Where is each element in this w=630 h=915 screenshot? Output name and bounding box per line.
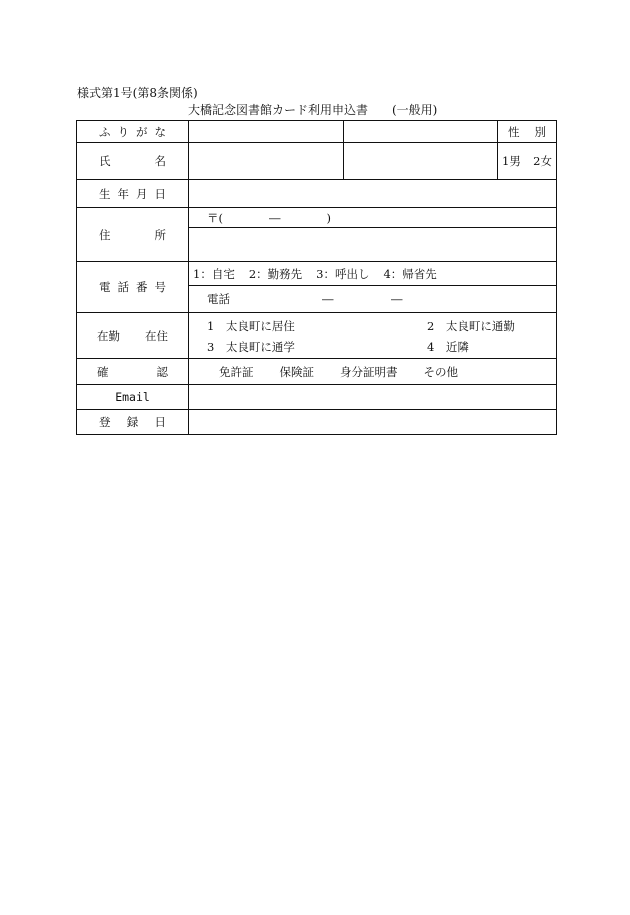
row-birthdate (77, 180, 557, 208)
residency-option-2[interactable]: 2 太良町に通勤 (427, 319, 515, 333)
phone-field[interactable] (189, 262, 557, 313)
gender-options[interactable] (498, 143, 557, 180)
birthdate-field[interactable] (189, 180, 557, 208)
phone-type-hometown[interactable]: 4：帰省先 (383, 266, 437, 281)
gender-option-female[interactable]: 2女 (533, 154, 552, 168)
furigana-field-2[interactable] (344, 121, 498, 143)
label-phone: 電 話 番 号 (77, 262, 189, 313)
form-number: 様式第1号(第8条関係) (77, 86, 198, 100)
address-line[interactable] (189, 228, 556, 261)
name-field-2[interactable] (344, 143, 498, 180)
row-confirm (77, 359, 557, 385)
doc-insurance[interactable]: 保険証 (279, 364, 314, 379)
label-name: 氏 名 (77, 143, 189, 180)
label-email: Email (77, 385, 189, 410)
email-field[interactable] (189, 385, 557, 410)
phone-type-home[interactable]: 1：自宅 (193, 266, 235, 281)
row-phone (77, 262, 557, 313)
form-title: 大橋記念図書館カード利用申込書 (一般用) (188, 103, 438, 117)
row-registered (77, 410, 557, 435)
gender-option-male[interactable]: 1男 (502, 154, 521, 168)
application-form-table (76, 120, 557, 435)
confirm-doc-options[interactable] (189, 359, 557, 385)
label-gender: 性 別 (498, 121, 557, 143)
row-name (77, 143, 557, 180)
label-birthdate: 生 年 月 日 (77, 180, 189, 208)
furigana-field-1[interactable] (189, 121, 344, 143)
residency-option-3[interactable]: 3 太良町に通学 (207, 340, 295, 354)
label-confirm: 確 認 (77, 359, 189, 385)
row-address (77, 208, 557, 262)
postal-code-line[interactable]: 〒( ― ) (207, 210, 331, 225)
phone-type-options[interactable] (189, 263, 556, 286)
doc-id-card[interactable]: 身分証明書 (340, 364, 398, 379)
name-field-1[interactable] (189, 143, 344, 180)
row-email (77, 385, 557, 410)
residency-option-4[interactable]: 4 近隣 (427, 340, 469, 354)
label-registered: 登 録 日 (77, 410, 189, 435)
registered-date-field[interactable] (189, 410, 557, 435)
label-residency: 在勤 在住 (77, 313, 189, 359)
phone-type-callout[interactable]: 3：呼出し (316, 266, 370, 281)
residency-option-1[interactable]: 1 太良町に居住 (207, 319, 295, 333)
address-field[interactable] (189, 208, 557, 262)
residency-options[interactable] (189, 313, 557, 359)
row-residency (77, 313, 557, 359)
row-furigana (77, 121, 557, 143)
phone-type-work[interactable]: 2：勤務先 (248, 266, 303, 281)
label-furigana: ふ り が な (77, 121, 189, 143)
label-address: 住 所 (77, 208, 189, 262)
doc-other[interactable]: その他 (423, 364, 458, 379)
doc-license[interactable]: 免許証 (219, 364, 254, 379)
phone-number-line[interactable]: 電話 ― ― (189, 286, 556, 312)
